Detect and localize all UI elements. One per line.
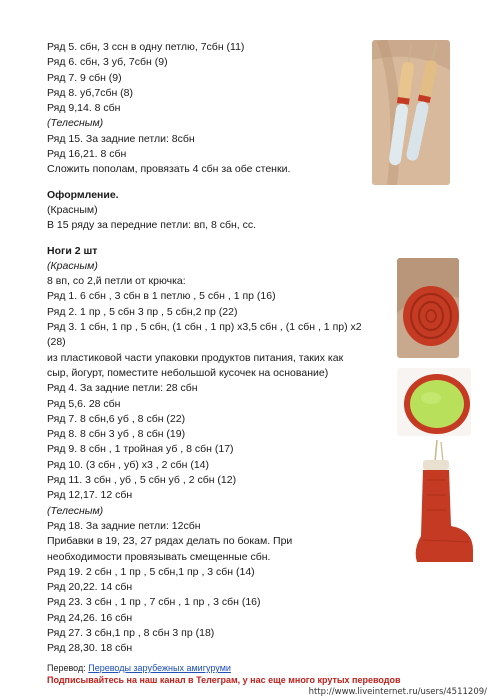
telegram-promo: Подписывайтесь на наш канал в Телеграм, у нас еще много крутых переводов — [47, 675, 401, 685]
row-line: Ряд 4. За задние петли: 28 сбн — [47, 382, 198, 395]
row-line: Ряд 1. 6 сбн , 3 сбн в 1 петлю , 5 сбн , 1 пр (16) — [47, 290, 276, 303]
row-line: Ряд 20,22. 14 сбн — [47, 581, 133, 594]
row-line: Ряд 2. 1 пр , 5 сбн 3 пр , 5 сбн,2 пр (22) — [47, 305, 238, 318]
row-line: Ряд 19. 2 сбн , 1 пр , 5 сбн,1 пр , 3 сбн (14) — [47, 565, 255, 578]
footer — [47, 662, 467, 686]
row-line: Ряд 28,30. 18 сбн — [47, 642, 133, 655]
row-line: Ряд 7. 8 сбн,6 уб , 8 сбн (22) — [47, 412, 186, 425]
row-line: (28) — [47, 336, 66, 349]
row-line: Ряд 16,21. 8 сбн — [47, 148, 127, 161]
row-line: Ряд 18. За задние петли: 12сбн — [47, 519, 201, 532]
row-line: Ряд 5. сбн, 3 ссн в одну петлю, 7сбн (11) — [47, 41, 245, 53]
row-line: Ряд 23. 3 сбн , 1 пр , 7 сбн , 1 пр , 3 сбн (16) — [47, 596, 261, 609]
row-line: Ряд 5,6. 28 сбн — [47, 397, 121, 410]
row-line: Ряд 9,14. 8 сбн — [47, 102, 121, 115]
row-line: Ряд 15. За задние петли: 8сбн — [47, 132, 195, 145]
row-line: Ряд 6. сбн, 3 уб, 7сбн (9) — [47, 56, 168, 69]
photo-arms — [372, 40, 450, 185]
section-heading: Ноги 2 шт — [47, 244, 98, 257]
row-line: В 15 ряду за передние петли: вп, 8 сбн, сс. — [47, 219, 257, 232]
pattern-text — [47, 40, 382, 657]
watermark: http://www.liveinternet.ru/users/4511209/ — [308, 687, 487, 697]
row-line: Ряд 9. 8 сбн , 1 тройная уб , 8 сбн (17) — [47, 443, 234, 456]
legs-section — [47, 244, 382, 657]
color-note: (Красным) — [47, 203, 98, 216]
translation-link[interactable]: Переводы зарубежных амигуруми — [88, 663, 231, 673]
section-heading: Оформление. — [47, 188, 119, 201]
row-line: Сложить пополам, провязать 4 сбн за обе стенки. — [47, 163, 291, 176]
row-line: необходимости провязывать смещенные сбн. — [47, 550, 271, 563]
row-line: Ряд 8. уб,7сбн (8) — [47, 86, 134, 99]
section1-rows — [47, 40, 382, 178]
row-line: из пластиковой части упаковки продуктов питания, таких как — [47, 351, 344, 364]
decoration-section — [47, 188, 382, 234]
row-line: Ряд 24,26. 16 сбн — [47, 611, 133, 624]
translation-label: Перевод: — [47, 663, 89, 673]
spacer — [47, 178, 382, 188]
row-line: Прибавки в 19, 23, 27 рядах делать по бокам. При — [47, 535, 293, 548]
translation-credit — [47, 662, 467, 674]
row-line: Ряд 8. 8 сбн 3 уб , 8 сбн (19) — [47, 428, 186, 441]
color-note: (Красным) — [47, 259, 98, 272]
photo-insert — [397, 368, 471, 436]
color-note: (Телесным) — [47, 117, 104, 130]
spacer — [47, 234, 382, 244]
color-note: (Телесным) — [47, 504, 104, 517]
row-line: Ряд 3. 1 сбн, 1 пр , 5 сбн, (1 сбн , 1 пр) х3,5 сбн , (1 сбн , 1 пр) х2 — [47, 321, 362, 334]
row-line: Ряд 10. (3 сбн , уб) х3 , 2 сбн (14) — [47, 458, 210, 471]
row-line: Ряд 7. 9 сбн (9) — [47, 71, 122, 84]
photo-boot — [397, 440, 477, 570]
row-line: Ряд 27. 3 сбн,1 пр , 8 сбн 3 пр (18) — [47, 626, 215, 639]
row-line: 8 вп, со 2,й петли от крючка: — [47, 275, 186, 288]
photo-sole — [397, 258, 459, 358]
row-line: сыр, йогурт, поместите небольшой кусочек на основание) — [47, 366, 329, 379]
row-line: Ряд 11. 3 сбн , уб , 5 сбн уб , 2 сбн (12) — [47, 474, 237, 487]
row-line: Ряд 12,17. 12 сбн — [47, 489, 133, 502]
